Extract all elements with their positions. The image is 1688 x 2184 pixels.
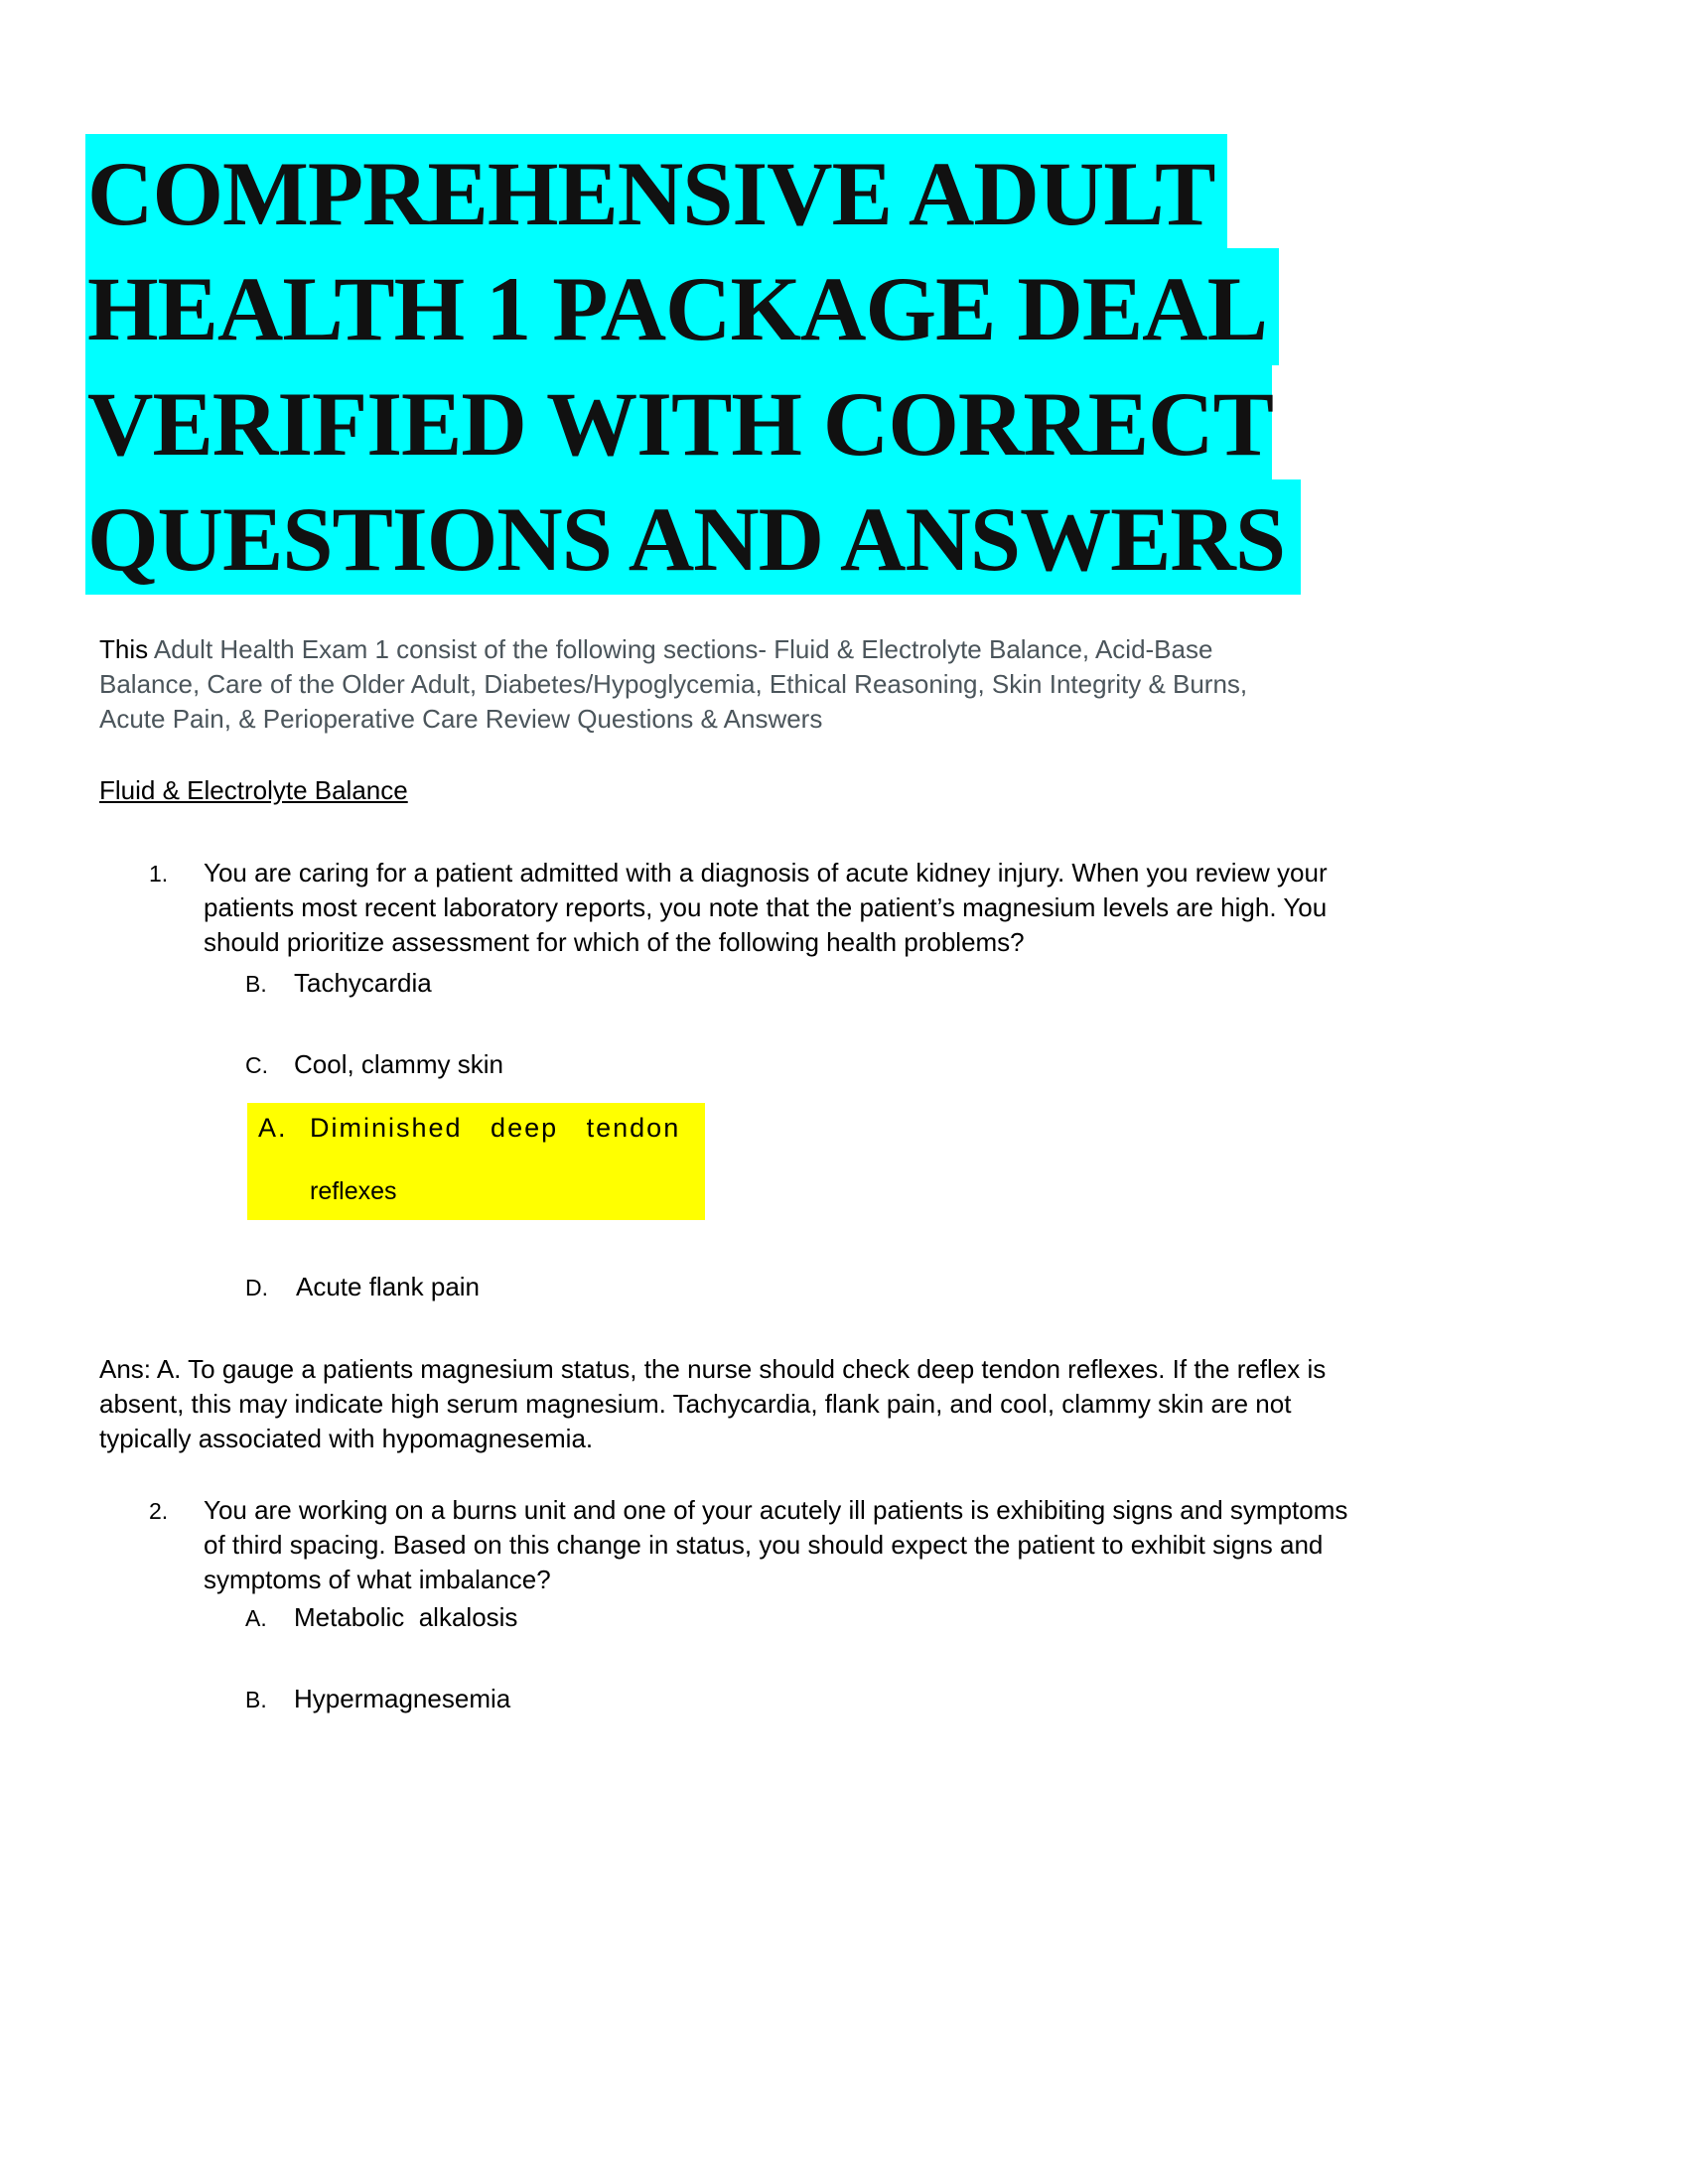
- answer-explanation-line: Ans: A. To gauge a patients magnesium status, the nurse should check deep tendon reflexes. If the reflex is: [99, 1354, 1327, 1384]
- option-letter: B.: [245, 1687, 267, 1712]
- option-letter: C.: [245, 1052, 268, 1078]
- question-number: 1.: [149, 861, 169, 887]
- title-line: VERIFIED WITH CORRECT: [87, 373, 1273, 475]
- title-line: COMPREHENSIVE ADULT: [87, 143, 1215, 244]
- question-line: You are working on a burns unit and one of your acutely ill patients is exhibiting signs and symptoms: [204, 1495, 1348, 1525]
- answer-explanation-line: typically associated with hypomagnesemia.: [99, 1424, 594, 1453]
- answer-explanation-line: absent, this may indicate high serum magnesium. Tachycardia, flank pain, and cool, clammy skin are not: [99, 1389, 1292, 1419]
- option-letter: D.: [245, 1275, 268, 1300]
- option-text: Tachycardia: [294, 968, 432, 998]
- option-text: Acute flank pain: [296, 1272, 481, 1301]
- option-text: Metabolic alkalosis: [294, 1602, 518, 1632]
- option-letter: B.: [245, 971, 267, 997]
- question-line: symptoms of what imbalance?: [204, 1565, 551, 1594]
- question-number: 2.: [149, 1498, 169, 1524]
- option-text: Diminished deep tendon: [310, 1113, 681, 1143]
- question-line: should prioritize assessment for which of the following health problems?: [204, 927, 1025, 957]
- title-line: HEALTH 1 PACKAGE DEAL: [87, 258, 1267, 359]
- question-line: patients most recent laboratory reports, you note that the patient’s magnesium levels are high. You: [204, 892, 1328, 922]
- option-letter: A.: [245, 1605, 267, 1631]
- intro-line: Adult Health Exam 1 consist of the following sections- Fluid & Electrolyte Balance, Acid-Base: [153, 634, 1213, 664]
- question-line: You are caring for a patient admitted with a diagnosis of acute kidney injury. When you review your: [204, 858, 1328, 887]
- intro-lead: This: [99, 634, 149, 664]
- option-letter: A.: [258, 1113, 288, 1143]
- question-line: of third spacing. Based on this change in status, you should expect the patient to exhibit signs and: [204, 1530, 1324, 1560]
- option-text: Hypermagnesemia: [294, 1684, 511, 1713]
- option-text-continued: reflexes: [310, 1177, 397, 1205]
- title-line: QUESTIONS AND ANSWERS: [87, 488, 1286, 590]
- intro-line: Acute Pain, & Perioperative Care Review Questions & Answers: [99, 704, 823, 734]
- section-heading: Fluid & Electrolyte Balance: [99, 775, 408, 805]
- intro-line: Balance, Care of the Older Adult, Diabetes/Hypoglycemia, Ethical Reasoning, Skin Integrity & Burns,: [99, 669, 1248, 699]
- option-text: Cool, clammy skin: [294, 1049, 503, 1079]
